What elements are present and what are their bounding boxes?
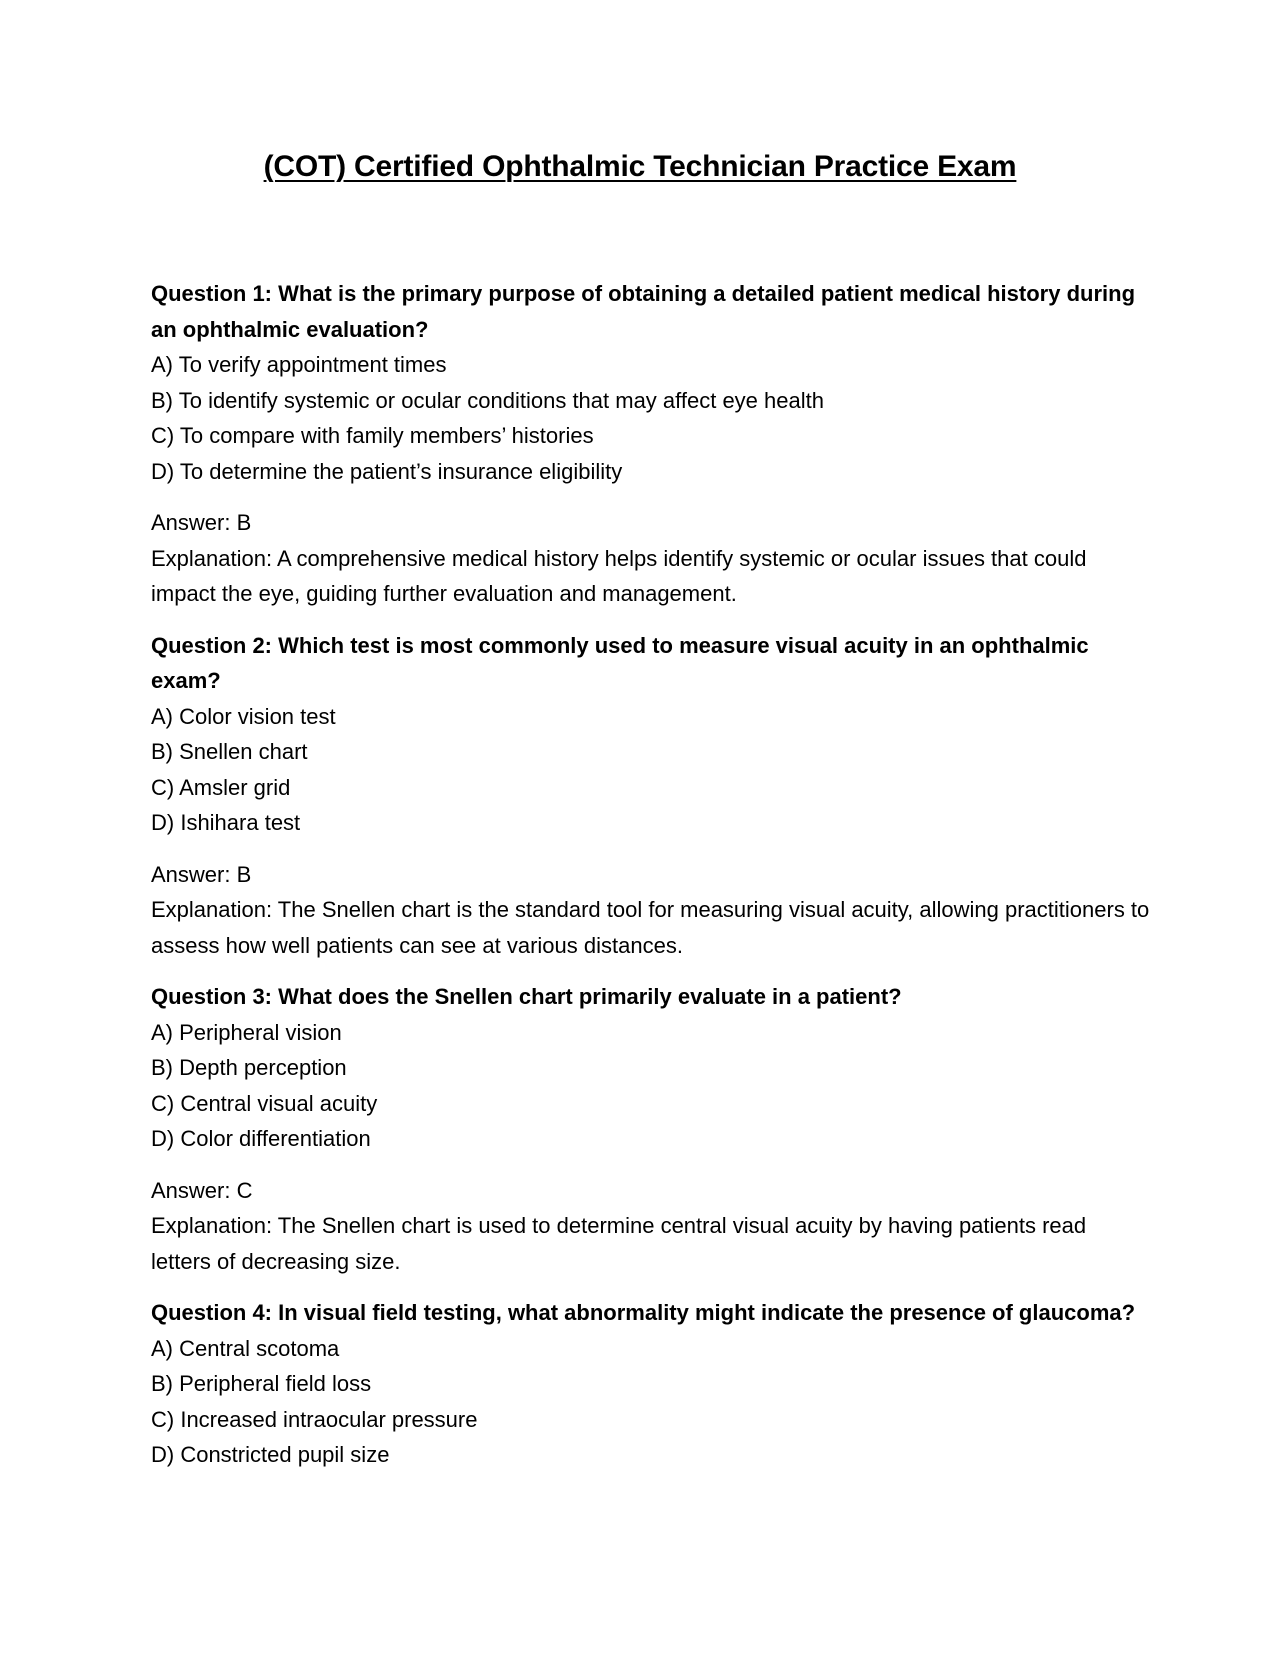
option-d: D) Color differentiation [151, 1126, 371, 1151]
option-list [151, 1015, 1151, 1157]
option-c: C) Central visual acuity [151, 1090, 378, 1116]
option-c: C) Increased intraocular pressure [151, 1406, 478, 1432]
answer-text: Answer: B [151, 861, 252, 887]
page-title [0, 150, 1280, 184]
question-block-1 [151, 276, 1151, 612]
question-text: Question 1: What is the primary purpose of obtaining a detailed patient medical history during an ophthalmic evaluation? [151, 281, 1136, 342]
question-list [151, 276, 1151, 1473]
question-block-4 [151, 1295, 1151, 1473]
option-a: A) Peripheral vision [151, 1019, 342, 1045]
page-title-text: (COT) Certified Ophthalmic Technician Practice Exam [263, 150, 1017, 183]
option-d: D) Constricted pupil size [151, 1442, 390, 1467]
question-text: Question 2: Which test is most commonly used to measure visual acuity in an ophthalmic exam? [151, 632, 1089, 693]
option-c: C) To compare with family members’ histories [151, 423, 594, 448]
option-d: D) Ishihara test [151, 810, 301, 835]
option-b: B) Depth perception [151, 1055, 347, 1080]
option-list [151, 347, 1151, 489]
question-text: Question 3: What does the Snellen chart primarily evaluate in a patient? [151, 984, 902, 1009]
option-a: A) Central scotoma [151, 1335, 340, 1361]
answer-text: Answer: B [151, 510, 252, 535]
question-block-2 [151, 628, 1151, 964]
question-block-3 [151, 979, 1151, 1279]
answer-block [151, 505, 1151, 612]
option-a: A) To verify appointment times [151, 352, 447, 377]
question-text: Question 4: In visual field testing, what abnormality might indicate the presence of glaucoma? [151, 1300, 1136, 1325]
option-a: A) Color vision test [151, 703, 336, 729]
explanation-text: Explanation: The Snellen chart is the standard tool for measuring visual acuity, allowing practitioners to assess how well patients can see at various distances. [151, 897, 1150, 958]
explanation-text: Explanation: A comprehensive medical history helps identify systemic or ocular issues that could impact the eye, guiding further evaluation and management. [151, 545, 1087, 606]
option-b: B) Peripheral field loss [151, 1371, 372, 1396]
option-c: C) Amsler grid [151, 774, 291, 800]
option-d: D) To determine the patient’s insurance eligibility [151, 458, 623, 484]
option-b: B) Snellen chart [151, 739, 308, 764]
explanation-text: Explanation: The Snellen chart is used to determine central visual acuity by having patients read letters of decreasing size. [151, 1213, 1087, 1274]
answer-block [151, 857, 1151, 964]
answer-block [151, 1173, 1151, 1280]
option-list [151, 699, 1151, 841]
answer-text: Answer: C [151, 1177, 253, 1203]
option-list [151, 1331, 1151, 1473]
option-b: B) To identify systemic or ocular conditions that may affect eye health [151, 387, 824, 413]
